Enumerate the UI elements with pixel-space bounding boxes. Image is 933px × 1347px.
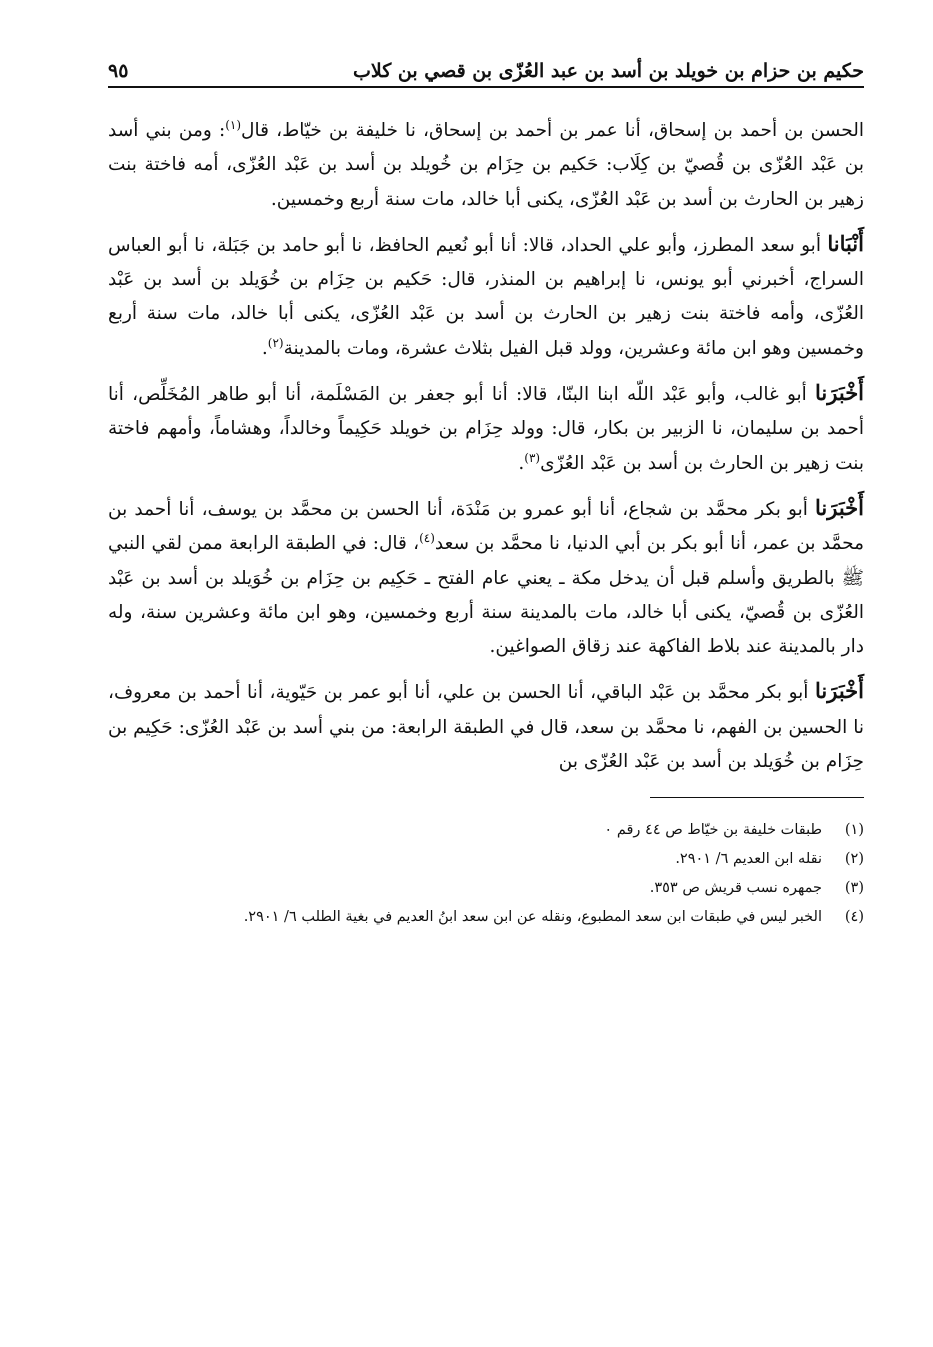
footnote-number: (٣) xyxy=(844,880,864,897)
paragraph-text-continued: : ومن بني أسد بن عَبْد العُزّى بن قُصيّ بن كِلَاب: حَكيم بن حِزَام بن خُويلد بن أسد بن عَبْد العُزّى، أمه فاختة بنت زهير بن الحارث بن أسد بن عَبْد العُزّى، يكنى أبا خالد، مات سنة أربع وخمسين. xyxy=(108,120,864,210)
footnote-text: نقله ابن العديم ٦/ ٢٩٠١. xyxy=(675,851,822,868)
main-text xyxy=(108,114,864,779)
footnote xyxy=(108,903,864,932)
footnote xyxy=(108,845,864,874)
paragraph-text-continued: . xyxy=(261,337,268,359)
paragraph-text: الحسن بن أحمد بن إسحاق، أنا عمر بن أحمد بن إسحاق، نا خليفة بن خيّاط، قال xyxy=(241,120,864,141)
paragraph-text: أبو سعد المطرز، وأبو علي الحداد، قالا: أنا أبو نُعيم الحافظ، نا أبو حامد بن جَبَلة، نا أبو العباس السراج، أخبرني أبو يونس، نا إبراهيم بن المنذر، قال: حَكيم بن حِزَام بن خُوَيلد بن أسد بن عَبْد العُزّى، وأمه فاختة بنت زهير بن الحارث بن أسد بن عَبْد العُزّى، يكنى أبا خالد، مات سنة أربع وخمسين وهو ابن مائة وعشرين، وولد قبل الفيل بثلاث عشرة، ومات بالمدينة xyxy=(108,234,864,359)
footnotes xyxy=(108,816,864,932)
book-page xyxy=(108,48,864,1308)
paragraph-lead-word: أَخْبَرَنا xyxy=(815,380,865,406)
footnote-reference: (٣) xyxy=(524,450,541,465)
paragraph xyxy=(108,376,864,481)
footnote xyxy=(108,816,864,845)
footnote-text: طبقات خليفة بن خيّاط ص ٤٤ رقم ٠ xyxy=(604,822,822,839)
footnote-reference: (١) xyxy=(225,117,242,132)
paragraph xyxy=(108,114,864,217)
footnote-number: (١) xyxy=(844,822,864,839)
footnote xyxy=(108,874,864,903)
running-header-title: حكيم بن حزام بن خويلد بن أسد بن عبد العُزّى بن قصي بن كلاب xyxy=(353,60,864,82)
paragraph-text-continued: ، قال: في الطبقة الرابعة ممن لقي النبي ﷺ بالطريق وأسلم قبل أن يدخل مكة ـ يعني عام الفتح ـ حَكِيم بن حِزَام بن خُوَيلد بن أسد بن عَبْد العُزّى بن قُصيّ، يكنى أبا خالد، مات بالمدينة سنة أربع وخمسين، وهو ابن مائة وعشرين سنة، وله دار بالمدينة عند بلاط الفاكهة عند زقاق الصواغين. xyxy=(108,533,864,658)
paragraph xyxy=(108,674,864,779)
footnote-text: جمهره نسب قريش ص ٣٥٣. xyxy=(649,880,822,897)
footnote-number: (٤) xyxy=(844,909,864,926)
footnote-reference: (٢) xyxy=(267,335,284,350)
paragraph-lead-word: أَخْبَرَنا xyxy=(815,494,864,520)
paragraph-text: أبو غالب، وأبو عَبْد اللّه ابنا البنّا، قالا: أنا أبو جعفر بن المَسْلَمة، أنا أبو طاهر المُخَلِّص، أنا أحمد بن سليمان، نا الزبير بن بكار، قال: وولد حِزَام بن خويلد حَكِيماً وخالداً، وهشاماً، وأمهم فاختة بنت زهير بن الحارث بن أسد بن عَبْد العُزّى xyxy=(108,384,864,474)
footnote-reference: (٤) xyxy=(419,531,435,546)
running-header xyxy=(108,48,864,88)
page-number: ٩٥ xyxy=(108,60,129,82)
paragraph-text-continued: . xyxy=(518,452,525,474)
paragraph-lead-word: أَخْبَرَنا xyxy=(815,678,864,704)
footnote-text: الخبر ليس في طبقات ابن سعد المطبوع، ونقله عن ابن سعد ابنُ العديم في بغية الطلب ٦/ ٢٩٠١. xyxy=(243,909,822,926)
footnote-number: (٢) xyxy=(844,851,864,868)
paragraph xyxy=(108,227,864,366)
paragraph-text: أبو بكر محمَّد بن شجاع، أنا أبو عمرو بن مَنْدَة، أنا الحسن بن محمَّد بن يوسف، أنا أحمد بن محمَّد بن عمر، أنا أبو بكر بن أبي الدنيا، نا محمَّد بن سعد xyxy=(108,498,864,555)
paragraph xyxy=(108,491,864,664)
paragraph-text: أبو بكر محمَّد بن عَبْد الباقي، أنا الحسن بن علي، أنا أبو عمر بن حَيّوية، أنا أحمد بن معروف، نا الحسين بن الفهم، نا محمَّد بن سعد، قال في الطبقة الرابعة: من بني أسد بن عَبْد العُزّى: حَكِيم بن حِزَام بن خُوَيلد بن أسد بن عَبْد العُزّى بن xyxy=(108,682,864,773)
footnote-divider xyxy=(650,797,864,798)
paragraph-lead-word: أَنْبَانا xyxy=(827,230,864,256)
